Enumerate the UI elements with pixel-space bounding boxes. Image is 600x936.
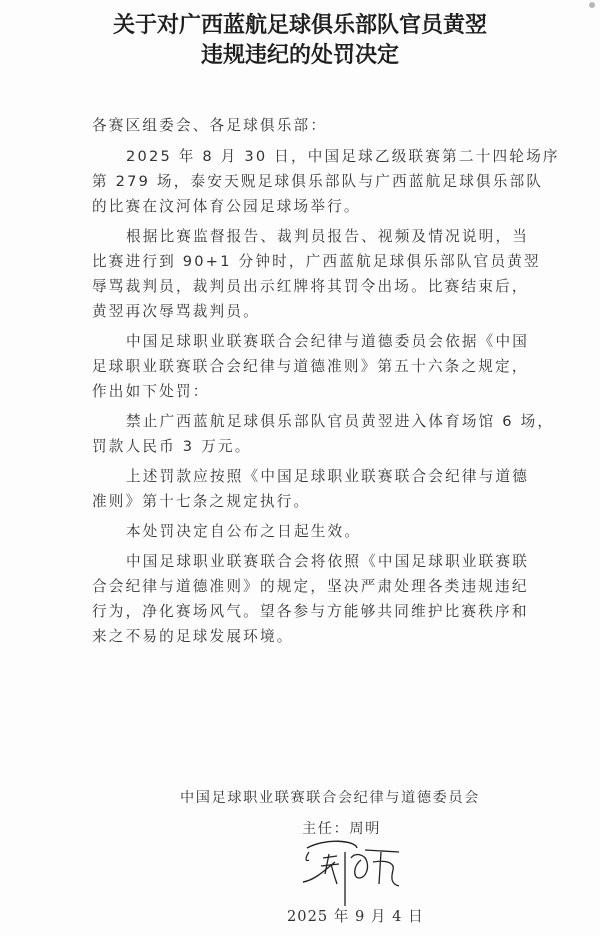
issuing-organization: 中国足球职业联赛联合会纪律与道德委员会 xyxy=(180,790,480,806)
body-line: 行为，净化赛场风气。望各参与方能够共同维护比赛秩序和 xyxy=(92,603,529,620)
body-line: 作出如下处罚： xyxy=(92,383,210,400)
document-title-line-2: 违规违纪的处罚决定 xyxy=(200,42,399,68)
body-line: 中国足球职业联赛联合会纪律与道德委员会依据《中国 xyxy=(126,333,530,350)
body-line: 的比赛在汶河体育公园足球场举行。 xyxy=(92,198,361,215)
body-line: 黄翌再次辱骂裁判员。 xyxy=(92,303,260,320)
body-line: 合会纪律与道德准则》的规定，坚决严肃处理各类违规违纪 xyxy=(92,578,529,595)
document-title-line-1: 关于对广西蓝航足球俱乐部队官员黄翌 xyxy=(112,12,487,38)
body-line: 辱骂裁判员，裁判员出示红牌将其罚令出场。比赛结束后， xyxy=(92,278,529,295)
body-line: 罚款人民币 3 万元。 xyxy=(92,438,252,455)
body-line: 来之不易的足球发展环境。 xyxy=(92,628,294,645)
salutation: 各赛区组委会、各足球俱乐部： xyxy=(92,117,328,134)
body-line: 中国足球职业联赛联合会将依照《中国足球职业联赛联 xyxy=(126,553,530,570)
body-line: 准则》第十七条之规定执行。 xyxy=(92,493,311,510)
body-line: 根据比赛监督报告、裁判员报告、视频及情况说明，当 xyxy=(126,228,530,245)
body-line: 足球职业联赛联合会纪律与道德准则》第五十六条之规定， xyxy=(92,358,529,375)
handwritten-signature xyxy=(295,840,415,910)
body-line: 2025 年 8 月 30 日，中国足球乙级联赛第二十四轮场序 xyxy=(126,148,560,165)
body-line: 第 279 场，泰安天贶足球俱乐部队与广西蓝航足球俱乐部队 xyxy=(92,173,544,190)
body-line: 禁止广西蓝航足球俱乐部队官员黄翌进入体育场馆 6 场， xyxy=(126,413,555,430)
body-line: 本处罚决定自公布之日起生效。 xyxy=(126,523,362,540)
body-line: 比赛进行到 90+1 分钟时，广西蓝航足球俱乐部队官员黄翌 xyxy=(92,253,541,270)
director-name: 主任：周明 xyxy=(302,821,381,837)
issue-date: 2025 年 9 月 4 日 xyxy=(287,908,424,925)
body-line: 上述罚款应按照《中国足球职业联赛联合会纪律与道德 xyxy=(126,468,530,485)
